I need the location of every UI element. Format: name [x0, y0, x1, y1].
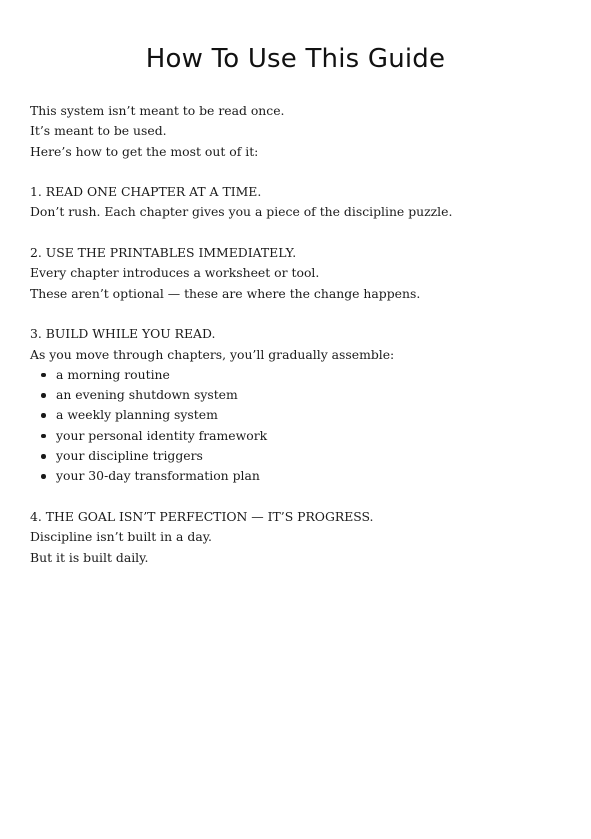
intro-line: Here’s how to get the most out of it:: [30, 143, 259, 159]
bullet-icon: [41, 373, 46, 378]
list-item: [41, 466, 570, 486]
section-heading: 3. BUILD WHILE YOU READ.: [30, 326, 216, 342]
list-item: [41, 426, 570, 446]
section-line: As you move through chapters, you’ll gradually assemble:: [30, 346, 395, 362]
section-2: [30, 243, 570, 304]
bullet-list: [30, 365, 570, 487]
list-item: [41, 405, 570, 425]
section-3: [30, 324, 570, 486]
list-item-text: an evening shutdown system: [56, 387, 238, 403]
spacer: [30, 487, 570, 507]
section-heading: 4. THE GOAL ISN’T PERFECTION — IT’S PROGRESS.: [30, 508, 374, 524]
list-item: [41, 446, 570, 466]
list-item: [41, 385, 570, 405]
list-item-text: a weekly planning system: [56, 407, 218, 423]
bullet-icon: [41, 413, 46, 418]
section-line: Every chapter introduces a worksheet or tool.: [30, 265, 320, 281]
list-item-text: your 30-day transformation plan: [56, 468, 260, 484]
page-title: How To Use This Guide: [145, 44, 446, 74]
intro-line: This system isn’t meant to be read once.: [30, 103, 285, 118]
spacer: [30, 304, 570, 324]
section-4: [30, 507, 570, 568]
section-line: Discipline isn’t built in a day.: [30, 529, 212, 545]
guide-body: [30, 101, 570, 568]
intro-block: [30, 101, 570, 162]
list-item: [41, 365, 570, 385]
section-line: Don’t rush. Each chapter gives you a piece of the discipline puzzle.: [30, 204, 453, 220]
bullet-icon: [41, 454, 46, 459]
bullet-icon: [41, 434, 46, 439]
bullet-icon: [41, 474, 46, 479]
list-item-text: a morning routine: [56, 366, 170, 382]
spacer: [30, 223, 570, 243]
section-line: But it is built daily.: [30, 549, 149, 565]
list-item-text: your discipline triggers: [56, 448, 203, 464]
intro-line: It’s meant to be used.: [30, 123, 167, 139]
list-item-text: your personal identity framework: [56, 427, 268, 443]
section-line: These aren’t optional — these are where the change happens.: [30, 285, 421, 301]
spacer: [30, 162, 570, 182]
bullet-icon: [41, 393, 46, 398]
section-heading: 1. READ ONE CHAPTER AT A TIME.: [30, 184, 262, 200]
section-heading: 2. USE THE PRINTABLES IMMEDIATELY.: [30, 245, 297, 261]
section-1: [30, 182, 570, 223]
